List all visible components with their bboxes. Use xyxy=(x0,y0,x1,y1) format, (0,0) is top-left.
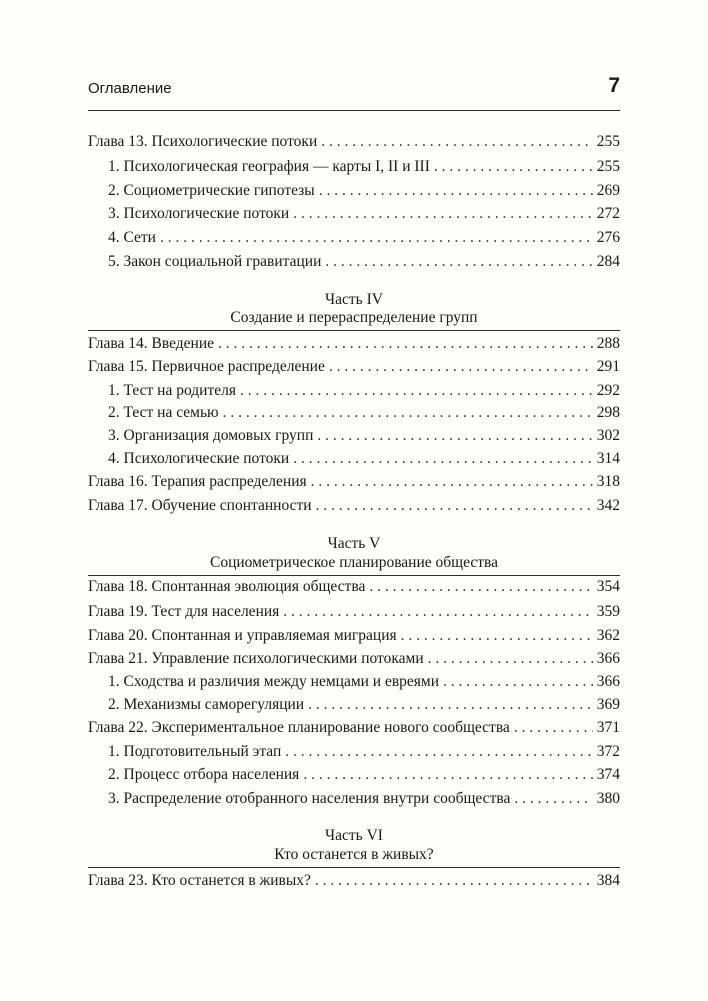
toc-leader xyxy=(317,425,592,447)
toc-section xyxy=(108,764,620,786)
part-rule xyxy=(88,330,620,331)
toc-entry-title: 1. Психологическая география — карты I, II и III xyxy=(108,158,430,175)
toc-entry-title: Глава 18. Спонтанная эволюция общества xyxy=(88,578,366,595)
toc-section xyxy=(108,227,620,249)
toc-entry-page: 255 xyxy=(596,158,620,175)
toc-entry-title: Глава 13. Психологические потоки xyxy=(88,133,318,150)
toc-section xyxy=(108,203,620,225)
toc-leader xyxy=(160,227,593,249)
header-rule xyxy=(88,110,620,111)
toc-section xyxy=(108,402,620,424)
toc-leader xyxy=(401,625,593,647)
toc-entry-title: 1. Тест на родителя xyxy=(108,382,236,399)
toc-leader xyxy=(315,870,593,892)
part-title: Создание и перераспределение групп xyxy=(230,309,478,326)
toc-chapter xyxy=(88,870,620,892)
toc-entry-page: 366 xyxy=(596,650,620,667)
toc-section xyxy=(108,671,620,693)
toc-entry-title: Глава 15. Первичное распределение xyxy=(88,358,325,375)
toc-leader xyxy=(319,180,593,202)
toc-entry-title: 4. Сети xyxy=(108,229,156,246)
toc-section xyxy=(108,180,620,202)
toc-entry-page: 288 xyxy=(596,335,620,352)
toc-entry-page: 272 xyxy=(596,205,620,222)
part-label: Часть VI xyxy=(325,827,383,844)
toc-entry-title: 4. Психологические потоки xyxy=(108,450,290,467)
part-title: Социометрическое планирование общества xyxy=(209,554,499,571)
toc-section xyxy=(108,156,620,178)
toc-section xyxy=(108,448,620,470)
toc-leader xyxy=(443,671,593,693)
toc-entry-page: 291 xyxy=(596,358,620,375)
toc-chapter xyxy=(88,495,620,517)
toc-entry-title: Глава 23. Кто останется в живых? xyxy=(88,872,311,889)
toc-chapter xyxy=(88,625,620,647)
toc-leader xyxy=(514,717,593,739)
toc-leader xyxy=(514,788,592,810)
toc-section xyxy=(108,741,620,763)
toc-entry-title: Глава 20. Спонтанная и управляемая миграция xyxy=(88,627,397,644)
toc-entry-page: 302 xyxy=(596,427,620,444)
toc-entry-page: 359 xyxy=(596,603,620,620)
toc-leader xyxy=(434,156,593,178)
toc-entry-page: 369 xyxy=(596,696,620,713)
toc-section xyxy=(108,788,620,810)
toc-chapter xyxy=(88,356,620,378)
toc-entry-title: 3. Распределение отобранного населения внутри сообщества xyxy=(108,790,511,807)
part-label: Часть V xyxy=(327,535,381,552)
toc-entry-title: 2. Механизмы саморегуляции xyxy=(108,696,305,713)
toc-entry-title: 2. Процесс отбора населения xyxy=(108,766,300,783)
toc-chapter xyxy=(88,131,620,153)
toc-entry-page: 372 xyxy=(596,743,620,760)
toc-entry-title: Глава 16. Терапия распределения xyxy=(88,473,307,490)
toc-leader xyxy=(311,471,593,493)
toc-chapter xyxy=(88,601,620,623)
toc-entry-page: 371 xyxy=(596,719,620,736)
toc-entry-page: 366 xyxy=(596,673,620,690)
toc-entry-title: Глава 14. Введение xyxy=(88,335,215,352)
toc-entry-page: 362 xyxy=(596,627,620,644)
toc-entry-title: Глава 22. Экспериментальное планирование нового сообщества xyxy=(88,719,510,736)
toc-entry-title: 5. Закон социальной гравитации xyxy=(108,253,322,270)
toc-entry-page: 314 xyxy=(596,450,620,467)
toc-section xyxy=(108,251,620,273)
toc-entry-page: 276 xyxy=(596,229,620,246)
toc-leader xyxy=(369,576,592,598)
toc-leader xyxy=(285,741,592,763)
toc-entry-page: 255 xyxy=(596,133,620,150)
toc-leader xyxy=(293,203,593,225)
toc-leader xyxy=(329,356,593,378)
running-head: Оглавление xyxy=(88,80,172,97)
part-label: Часть IV xyxy=(325,291,383,308)
toc-entry-page: 354 xyxy=(596,578,620,595)
toc-entry-page: 269 xyxy=(596,182,620,199)
toc-entry-title: Глава 19. Тест для населения xyxy=(88,603,280,620)
toc-leader xyxy=(316,495,593,517)
toc-entry-title: 2. Тест на семью xyxy=(108,404,219,421)
toc-leader xyxy=(428,648,593,670)
toc-leader xyxy=(308,694,593,716)
part-title: Кто останется в живых? xyxy=(274,846,434,863)
toc-entry-title: 1. Сходства и различия между немцами и евреями xyxy=(108,673,440,690)
toc-entry-page: 292 xyxy=(596,382,620,399)
toc-entry-title: 3. Организация домовых групп xyxy=(108,427,314,444)
toc-leader xyxy=(240,380,593,402)
toc-chapter xyxy=(88,576,620,598)
toc-entry-title: 2. Социометрические гипотезы xyxy=(108,182,315,199)
toc-entry-page: 342 xyxy=(596,497,620,514)
toc-section xyxy=(108,380,620,402)
toc-entry-page: 384 xyxy=(596,872,620,889)
toc-entry-page: 374 xyxy=(596,766,620,783)
toc-leader xyxy=(303,764,592,786)
toc-leader xyxy=(223,402,593,424)
toc-leader xyxy=(218,333,593,355)
toc-chapter xyxy=(88,648,620,670)
toc-leader xyxy=(321,131,593,153)
toc-entry-page: 380 xyxy=(596,790,620,807)
toc-leader xyxy=(325,251,592,273)
toc-entry-title: 3. Психологические потоки xyxy=(108,205,290,222)
toc-leader xyxy=(283,601,592,623)
page-header xyxy=(88,74,620,102)
page-number: 7 xyxy=(608,74,620,97)
part-rule xyxy=(88,867,620,868)
toc-entry-page: 298 xyxy=(596,404,620,421)
toc-entry-page: 318 xyxy=(596,473,620,490)
toc-entry-page: 284 xyxy=(596,253,620,270)
toc-entry-title: 1. Подготовительный этап xyxy=(108,743,282,760)
toc-chapter xyxy=(88,333,620,355)
toc-leader xyxy=(293,448,593,470)
toc-section xyxy=(108,425,620,447)
toc-section xyxy=(108,694,620,716)
toc-entry-title: Глава 21. Управление психологическими потоками xyxy=(88,650,424,667)
toc-entry-title: Глава 17. Обучение спонтанности xyxy=(88,497,312,514)
toc-chapter xyxy=(88,717,620,739)
toc-chapter xyxy=(88,471,620,493)
